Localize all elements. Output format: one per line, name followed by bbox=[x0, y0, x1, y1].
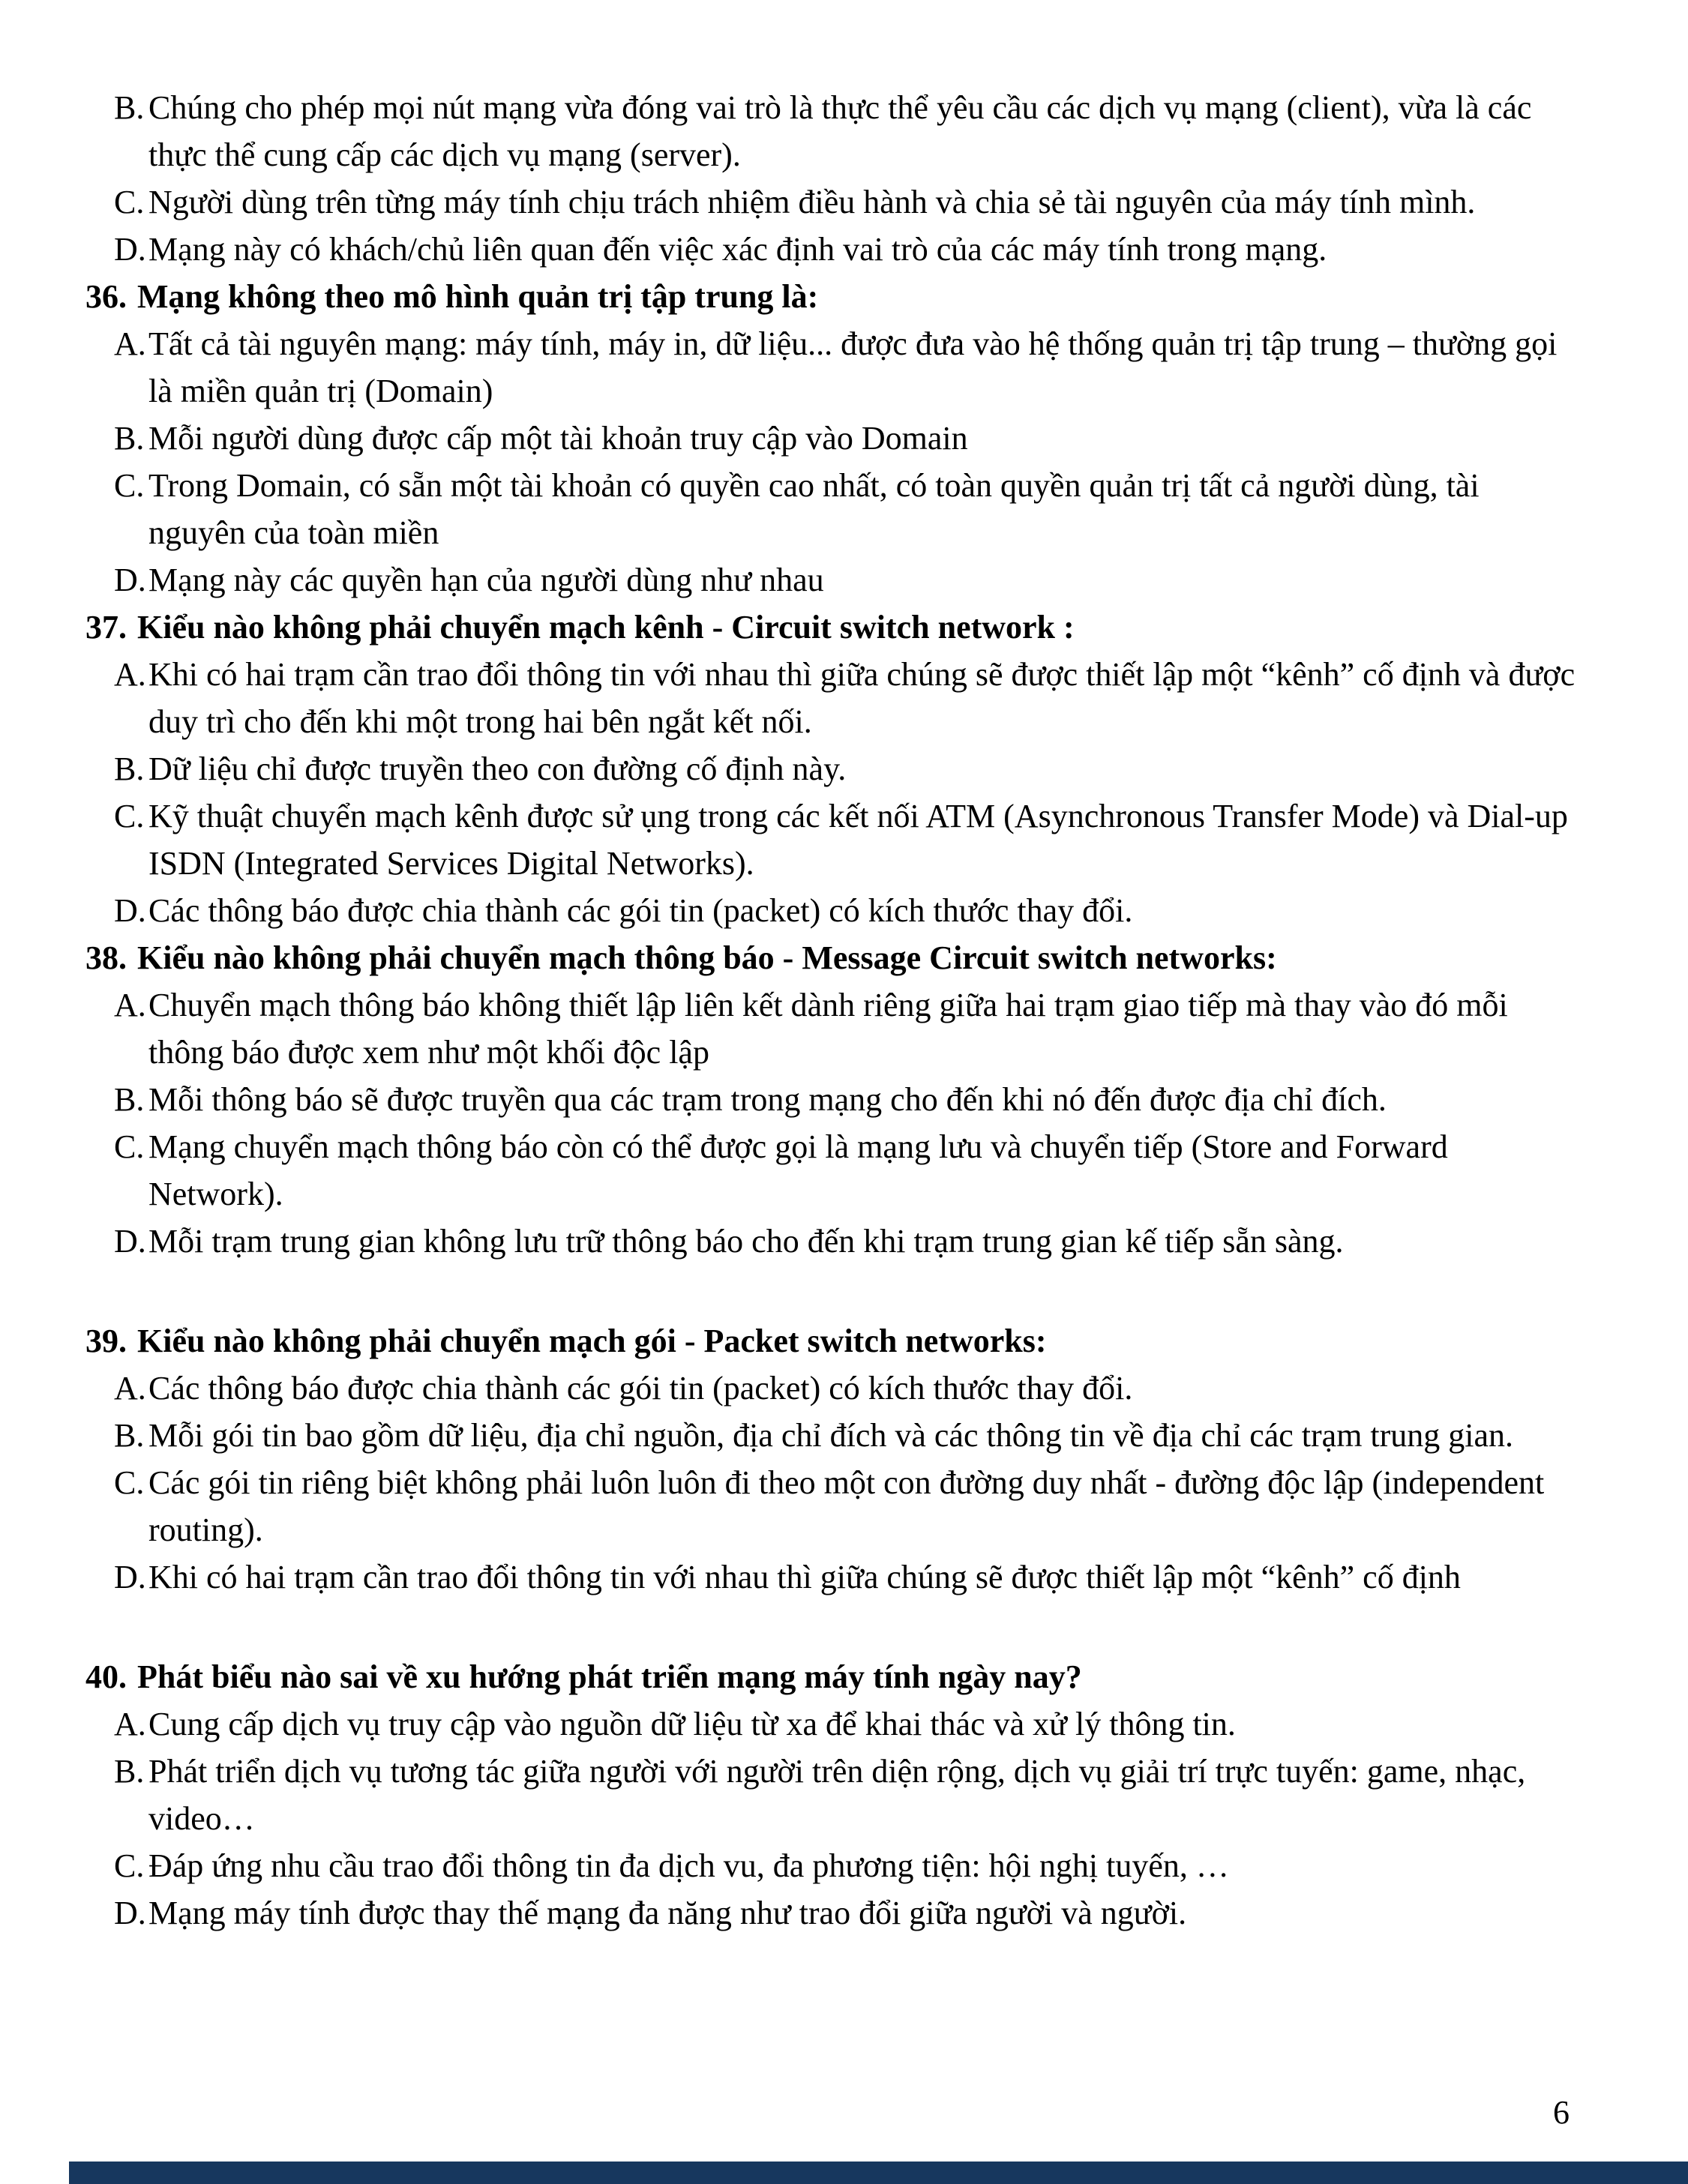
option-letter: D. bbox=[114, 892, 146, 929]
option-row bbox=[0, 178, 1579, 226]
option-row bbox=[0, 745, 1579, 792]
option-text: Chúng cho phép mọi nút mạng vừa đóng vai trò là thực thể yêu cầu các dịch vụ mạng (client), vừa là các thực thể cung cấp các dịch vụ mạng (server). bbox=[148, 89, 1532, 173]
question-title: Kiểu nào không phải chuyển mạch thông báo - Message Circuit switch networks: bbox=[137, 939, 1277, 976]
option-text: Mạng này có khách/chủ liên quan đến việc xác định vai trò của các máy tính trong mạng. bbox=[148, 231, 1327, 268]
option-row bbox=[0, 887, 1579, 934]
option-row bbox=[0, 556, 1579, 604]
option-letter: A. bbox=[114, 656, 146, 693]
option-row bbox=[0, 84, 1579, 178]
question-block bbox=[0, 1653, 1579, 1937]
option-row bbox=[0, 1076, 1579, 1123]
question-block bbox=[0, 273, 1579, 604]
option-letter: D. bbox=[114, 1223, 146, 1260]
question-heading bbox=[0, 1317, 1579, 1365]
option-row bbox=[0, 1889, 1579, 1937]
option-row bbox=[0, 1459, 1579, 1553]
options-list bbox=[0, 320, 1579, 604]
option-letter: B. bbox=[114, 1081, 145, 1118]
option-text: Mỗi gói tin bao gồm dữ liệu, địa chỉ nguồn, địa chỉ đích và các thông tin về địa chỉ các trạm trung gian. bbox=[148, 1417, 1514, 1454]
option-row bbox=[0, 1365, 1579, 1412]
option-letter: C. bbox=[114, 184, 145, 220]
option-text: Mạng chuyển mạch thông báo còn có thể được gọi là mạng lưu và chuyển tiếp (Store and Forward Network). bbox=[148, 1128, 1448, 1212]
option-letter: B. bbox=[114, 1753, 145, 1790]
question-title: Mạng không theo mô hình quản trị tập trung là: bbox=[137, 278, 819, 315]
option-text: Các thông báo được chia thành các gói tin (packet) có kích thước thay đổi. bbox=[148, 1370, 1133, 1407]
option-row bbox=[0, 981, 1579, 1076]
option-letter: A. bbox=[114, 325, 146, 362]
option-row bbox=[0, 462, 1579, 556]
option-row bbox=[0, 415, 1579, 462]
question-block bbox=[0, 934, 1579, 1265]
option-text: Mỗi trạm trung gian không lưu trữ thông báo cho đến khi trạm trung gian kế tiếp sẵn sàng. bbox=[148, 1223, 1344, 1260]
option-letter: B. bbox=[114, 89, 145, 126]
question-heading bbox=[0, 1653, 1579, 1700]
option-row bbox=[0, 1123, 1579, 1218]
option-letter: B. bbox=[114, 750, 145, 787]
question-number: 37. bbox=[85, 609, 127, 646]
option-letter: D. bbox=[114, 562, 146, 598]
question-block bbox=[0, 604, 1579, 934]
option-text: Người dùng trên từng máy tính chịu trách nhiệm điều hành và chia sẻ tài nguyên của máy tính mình. bbox=[148, 184, 1476, 220]
question-number: 36. bbox=[85, 278, 127, 315]
option-letter: A. bbox=[114, 1370, 146, 1407]
option-letter: B. bbox=[114, 1417, 145, 1454]
option-row bbox=[0, 1218, 1579, 1265]
page-number: 6 bbox=[1553, 2094, 1570, 2131]
question-block bbox=[0, 1317, 1579, 1601]
option-letter: D. bbox=[114, 231, 146, 268]
option-text: Chuyển mạch thông báo không thiết lập liên kết dành riêng giữa hai trạm giao tiếp mà thay vào đó mỗi thông báo được xem như một khối độc lập bbox=[148, 987, 1508, 1071]
option-text: Khi có hai trạm cần trao đổi thông tin với nhau thì giữa chúng sẽ được thiết lập một “kênh” cố định và được duy trì cho đến khi một trong hai bên ngắt kết nối. bbox=[148, 656, 1576, 740]
option-row bbox=[0, 1412, 1579, 1459]
options-list bbox=[0, 1700, 1579, 1937]
question-title: Kiểu nào không phải chuyển mạch gói - Packet switch networks: bbox=[137, 1323, 1047, 1359]
option-text: Dữ liệu chỉ được truyền theo con đường cố định này. bbox=[148, 750, 847, 787]
option-letter: C. bbox=[114, 1464, 145, 1501]
options-list bbox=[0, 84, 1579, 273]
option-text: Kỹ thuật chuyển mạch kênh được sử ụng trong các kết nối ATM (Asynchronous Transfer Mode) và Dial-up ISDN (Integrated Services Digital Networks). bbox=[148, 798, 1568, 882]
question-title: Kiểu nào không phải chuyển mạch kênh - Circuit switch network : bbox=[137, 609, 1075, 646]
option-text: Các thông báo được chia thành các gói tin (packet) có kích thước thay đổi. bbox=[148, 892, 1133, 929]
option-row bbox=[0, 792, 1579, 887]
option-text: Mỗi người dùng được cấp một tài khoản truy cập vào Domain bbox=[148, 420, 968, 457]
option-letter: C. bbox=[114, 1128, 145, 1165]
question-heading bbox=[0, 604, 1579, 651]
option-letter: C. bbox=[114, 798, 145, 834]
option-row bbox=[0, 1842, 1579, 1889]
option-row bbox=[0, 1553, 1579, 1601]
question-number: 38. bbox=[85, 939, 127, 976]
option-row bbox=[0, 226, 1579, 273]
option-text: Khi có hai trạm cần trao đổi thông tin với nhau thì giữa chúng sẽ được thiết lập một “kênh” cố định bbox=[148, 1559, 1461, 1595]
option-text: Trong Domain, có sẵn một tài khoản có quyền cao nhất, có toàn quyền quản trị tất cả người dùng, tài nguyên của toàn miền bbox=[148, 467, 1480, 551]
option-letter: B. bbox=[114, 420, 145, 457]
option-text: Cung cấp dịch vụ truy cập vào nguồn dữ liệu từ xa để khai thác và xử lý thông tin. bbox=[148, 1706, 1236, 1742]
option-letter: C. bbox=[114, 1847, 145, 1884]
question-title: Phát biểu nào sai về xu hướng phát triển mạng máy tính ngày nay? bbox=[137, 1658, 1082, 1695]
footer-bar bbox=[69, 2162, 1688, 2184]
question-number: 40. bbox=[85, 1658, 127, 1695]
option-text: Các gói tin riêng biệt không phải luôn luôn đi theo một con đường duy nhất - đường độc lập (independent routing). bbox=[148, 1464, 1545, 1548]
option-letter: D. bbox=[114, 1895, 146, 1931]
options-list bbox=[0, 651, 1579, 934]
question-heading bbox=[0, 934, 1579, 981]
option-row bbox=[0, 651, 1579, 745]
question-block bbox=[0, 84, 1579, 273]
option-text: Mỗi thông báo sẽ được truyền qua các trạm trong mạng cho đến khi nó đến được địa chỉ đích. bbox=[148, 1081, 1387, 1118]
option-text: Mạng này các quyền hạn của người dùng như nhau bbox=[148, 562, 824, 598]
option-text: Mạng máy tính được thay thế mạng đa năng như trao đổi giữa người và người. bbox=[148, 1895, 1187, 1931]
option-row bbox=[0, 1700, 1579, 1748]
option-row bbox=[0, 1748, 1579, 1842]
option-letter: A. bbox=[114, 987, 146, 1023]
question-heading bbox=[0, 273, 1579, 320]
option-letter: D. bbox=[114, 1559, 146, 1595]
options-list bbox=[0, 981, 1579, 1265]
option-text: Đáp ứng nhu cầu trao đổi thông tin đa dịch vu, đa phương tiện: hội nghị tuyến, … bbox=[148, 1847, 1229, 1884]
option-letter: C. bbox=[114, 467, 145, 504]
option-row bbox=[0, 320, 1579, 415]
option-text: Phát triển dịch vụ tương tác giữa người với người trên diện rộng, dịch vụ giải trí trực tuyến: game, nhạc, video… bbox=[148, 1753, 1526, 1837]
option-text: Tất cả tài nguyên mạng: máy tính, máy in, dữ liệu... được đưa vào hệ thống quản trị tập trung – thường gọi là miền quản trị (Domain) bbox=[148, 325, 1558, 409]
options-list bbox=[0, 1365, 1579, 1601]
question-number: 39. bbox=[85, 1323, 127, 1359]
option-letter: A. bbox=[114, 1706, 146, 1742]
